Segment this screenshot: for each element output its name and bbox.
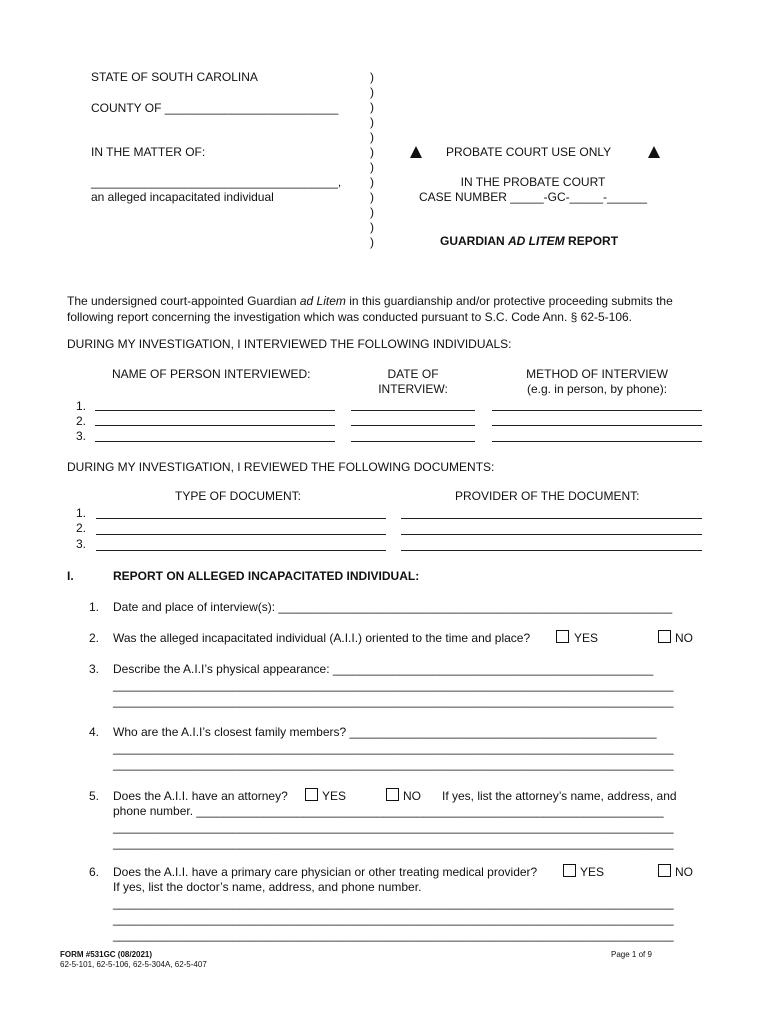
document-num: 2. xyxy=(76,521,87,535)
intro-part2: in this guardianship and/or protective proceeding submits the xyxy=(349,294,673,308)
document-type-field[interactable] xyxy=(96,534,386,535)
report-title xyxy=(440,234,618,248)
q2-no-checkbox[interactable] xyxy=(658,630,671,643)
col-date-header-2: INTERVIEW: xyxy=(378,382,448,396)
interview-num: 1. xyxy=(76,399,87,413)
form-number: FORM #531GC (08/2021) xyxy=(60,950,153,959)
q6-text: Does the A.I.I. have a primary care physician or other treating medical provider? xyxy=(113,865,538,879)
code-references: 62-5-101, 62-5-106, 62-5-304A, 62-5-407 xyxy=(60,960,207,969)
q6-number: 6. xyxy=(89,865,100,879)
q5-if-yes: If yes, list the attorney’s name, address, and xyxy=(442,789,677,803)
q4-text[interactable]: Who are the A.I.I’s closest family members? ______________________________________________ xyxy=(113,725,657,739)
q2-no-label: NO xyxy=(675,631,693,645)
interview-num: 2. xyxy=(76,414,87,428)
document-provider-field[interactable] xyxy=(401,518,702,519)
document-provider-field[interactable] xyxy=(401,534,702,535)
q6-yes-label: YES xyxy=(580,865,605,879)
q6-blank-line[interactable]: ____________________________________________________________________________________ xyxy=(113,912,674,926)
document-num: 3. xyxy=(76,537,87,551)
interview-name-field[interactable] xyxy=(95,410,335,411)
q4-blank-line[interactable]: ____________________________________________________________________________________ xyxy=(113,741,674,755)
report-title-italic: AD LITEM xyxy=(508,234,565,248)
triangle-left-icon xyxy=(410,146,422,158)
q2-yes-label: YES xyxy=(574,631,599,645)
interviews-heading: DURING MY INVESTIGATION, I INTERVIEWED THE FOLLOWING INDIVIDUALS: xyxy=(67,337,512,351)
intro-italic: ad Litem xyxy=(299,294,346,308)
individual-name-field[interactable]: _____________________________________, xyxy=(91,175,342,189)
county-label xyxy=(91,101,338,115)
q2-number: 2. xyxy=(89,631,100,645)
document-type-field[interactable] xyxy=(96,518,386,519)
q5-yes-checkbox[interactable] xyxy=(305,788,318,801)
caption-parentheses: ) ) ) ) ) ) ) ) ) ) ) ) xyxy=(370,70,374,249)
q6-blank-line[interactable]: ____________________________________________________________________________________ xyxy=(113,928,674,942)
interview-date-field[interactable] xyxy=(351,425,475,426)
interview-name-field[interactable] xyxy=(95,425,335,426)
q3-number: 3. xyxy=(89,662,100,676)
q5-yes-label: YES xyxy=(322,789,347,803)
q6-blank-line[interactable]: ____________________________________________________________________________________ xyxy=(113,896,674,910)
intro-line-1 xyxy=(67,293,673,309)
col-provider-header: PROVIDER OF THE DOCUMENT: xyxy=(455,489,640,503)
q1-number: 1. xyxy=(89,600,100,614)
q3-blank-line[interactable]: ____________________________________________________________________________________ xyxy=(113,678,674,692)
col-method-header-2: (e.g. in person, by phone): xyxy=(526,382,668,396)
q5-phone-line[interactable]: phone number. ______________________________________________________________________ xyxy=(113,804,664,818)
q6-no-label: NO xyxy=(675,865,693,879)
interview-date-field[interactable] xyxy=(351,441,475,442)
case-number-field[interactable]: CASE NUMBER _____-GC-_____-______ xyxy=(418,190,648,204)
col-type-header: TYPE OF DOCUMENT: xyxy=(175,489,302,503)
document-provider-field[interactable] xyxy=(401,550,702,551)
county-field[interactable]: __________________________ xyxy=(164,101,339,115)
section-roman: I. xyxy=(67,569,74,583)
q2-yes-checkbox[interactable] xyxy=(556,630,569,643)
q5-number: 5. xyxy=(89,789,100,803)
triangle-right-icon xyxy=(648,146,660,158)
probate-court-label: IN THE PROBATE COURT xyxy=(460,175,606,189)
q4-number: 4. xyxy=(89,725,100,739)
q5-blank-line[interactable]: ____________________________________________________________________________________ xyxy=(113,820,674,834)
col-method-header-1: METHOD OF INTERVIEW xyxy=(526,367,668,381)
document-type-field[interactable] xyxy=(96,550,386,551)
intro-line-2: following report concerning the investigation which was conducted pursuant to S.C. Code Ann. § 62-5-106. xyxy=(67,310,633,324)
incapacitated-label: an alleged incapacitated individual xyxy=(91,190,274,204)
q6-if-yes: If yes, list the doctor’s name, address, and phone number. xyxy=(113,880,422,894)
documents-heading: DURING MY INVESTIGATION, I REVIEWED THE FOLLOWING DOCUMENTS: xyxy=(67,460,495,474)
q1-text[interactable]: Date and place of interview(s): ___________________________________________________________ xyxy=(113,600,673,614)
section-title: REPORT ON ALLEGED INCAPACITATED INDIVIDUAL: xyxy=(113,569,420,583)
interview-method-field[interactable] xyxy=(492,410,702,411)
col-date-header-1: DATE OF xyxy=(387,367,439,381)
q2-text: Was the alleged incapacitated individual (A.I.I.) oriented to the time and place? xyxy=(113,631,531,645)
interview-date-field[interactable] xyxy=(351,410,475,411)
interview-method-field[interactable] xyxy=(492,425,702,426)
state-label: STATE OF SOUTH CAROLINA xyxy=(91,70,258,84)
q6-no-checkbox[interactable] xyxy=(658,864,671,877)
interview-name-field[interactable] xyxy=(95,441,335,442)
q5-no-checkbox[interactable] xyxy=(386,788,399,801)
interview-num: 3. xyxy=(76,429,87,443)
report-title-suffix: REPORT xyxy=(568,234,619,248)
q3-text[interactable]: Describe the A.I.I’s physical appearance: ________________________________________________ xyxy=(113,662,654,676)
court-use-only: PROBATE COURT USE ONLY xyxy=(446,145,612,159)
matter-label: IN THE MATTER OF: xyxy=(91,145,206,159)
col-name-header: NAME OF PERSON INTERVIEWED: xyxy=(112,367,311,381)
county-label-text: COUNTY OF xyxy=(91,101,162,115)
q6-yes-checkbox[interactable] xyxy=(563,864,576,877)
q3-blank-line[interactable]: ____________________________________________________________________________________ xyxy=(113,694,674,708)
page-number: Page 1 of 9 xyxy=(611,950,652,959)
intro-part1: The undersigned court-appointed Guardian xyxy=(67,294,297,308)
interview-method-field[interactable] xyxy=(492,441,702,442)
report-title-prefix: GUARDIAN xyxy=(440,234,505,248)
q5-blank-line[interactable]: ____________________________________________________________________________________ xyxy=(113,836,674,850)
document-num: 1. xyxy=(76,506,87,520)
q5-no-label: NO xyxy=(403,789,421,803)
q5-text: Does the A.I.I. have an attorney? xyxy=(113,789,288,803)
q4-blank-line[interactable]: ____________________________________________________________________________________ xyxy=(113,757,674,771)
